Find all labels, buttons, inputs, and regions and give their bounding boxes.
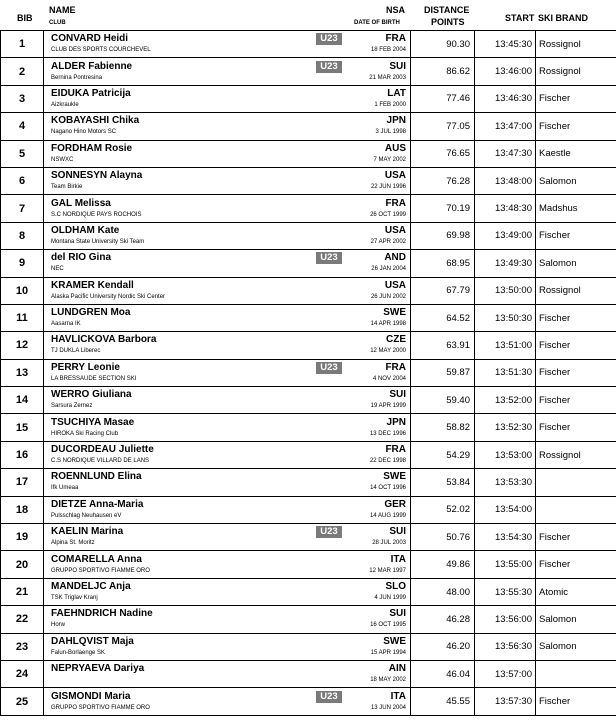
start-time: 13:46:00 <box>475 58 536 85</box>
date-of-birth: 13 JUN 2004 <box>370 704 406 711</box>
ski-brand: Fischer <box>536 688 616 715</box>
nation-code: USA <box>384 224 406 236</box>
athlete-name: EIDUKA Patricija <box>51 87 131 99</box>
distance-points: 86.62 <box>411 58 475 85</box>
athlete-name: DIETZE Anna-Maria <box>51 498 144 510</box>
athlete-club: Team Birkie <box>51 184 83 191</box>
athlete-cell <box>44 688 411 715</box>
athlete-club: Alaska Pacific University Nordic Ski Center <box>51 293 166 300</box>
nation-code: SLO <box>385 581 406 592</box>
date-of-birth: 16 OCT 1995 <box>370 622 406 629</box>
date-of-birth: 27 APR 2002 <box>370 238 406 245</box>
athlete-cell <box>44 387 411 414</box>
table-row <box>1 277 616 304</box>
distance-points: 76.65 <box>411 140 475 167</box>
date-of-birth: 12 MAY 2000 <box>370 348 406 355</box>
ski-brand: Fischer <box>536 387 616 414</box>
athlete-name: DAHLQVIST Maja <box>51 635 134 647</box>
athlete-club: NSWXC <box>51 156 74 163</box>
ski-brand <box>536 496 616 523</box>
athlete-club: NEC <box>51 266 64 273</box>
start-time: 13:56:00 <box>475 606 536 633</box>
table-row <box>1 167 616 194</box>
ski-brand: Salomon <box>536 167 616 194</box>
athlete-name: DUCORDEAU Juliette <box>51 444 154 456</box>
table-row <box>1 688 616 715</box>
athlete-cell <box>44 85 411 112</box>
athlete-cell <box>44 441 411 468</box>
distance-points: 76.28 <box>411 167 475 194</box>
athlete-club: GRUPPO SPORTIVO FIAMME ORO <box>51 567 150 574</box>
athlete-name: CONVARD Heidi <box>51 33 129 45</box>
ski-brand: Fischer <box>536 551 616 578</box>
athlete-cell <box>44 469 411 496</box>
athlete-cell <box>44 167 411 194</box>
bib-number: 8 <box>1 222 44 249</box>
distance-points: 70.19 <box>411 195 475 222</box>
start-time: 13:48:30 <box>475 195 536 222</box>
distance-points: 46.28 <box>411 606 475 633</box>
distance-points: 54.29 <box>411 441 475 468</box>
nation-code: SUI <box>389 389 406 401</box>
start-time: 13:51:00 <box>475 332 536 359</box>
header-points: POINTS <box>431 17 465 27</box>
distance-points: 46.20 <box>411 633 475 660</box>
athlete-cell <box>44 578 411 605</box>
athlete-cell <box>44 222 411 249</box>
bib-number: 14 <box>1 387 44 414</box>
distance-points: 67.79 <box>411 277 475 304</box>
date-of-birth: 26 OCT 1999 <box>370 211 406 218</box>
start-time: 13:54:30 <box>475 524 536 551</box>
athlete-club: LA BRESSAUDE SECTION SKI <box>51 375 137 382</box>
table-row <box>1 414 616 441</box>
table-row <box>1 222 616 249</box>
table-row <box>1 31 616 58</box>
date-of-birth: 4 JUN 1999 <box>374 595 406 601</box>
nation-code: SUI <box>389 608 406 620</box>
athlete-club: GRUPPO SPORTIVO FIAMME ORO <box>51 704 150 711</box>
athlete-name: HAVLICKOVA Barbora <box>51 334 157 346</box>
date-of-birth: 14 APR 1998 <box>370 321 406 328</box>
date-of-birth: 18 FEB 2004 <box>370 47 406 54</box>
date-of-birth: 13 DEC 1996 <box>369 430 406 437</box>
header-bib: BIB <box>17 13 33 23</box>
distance-points: 90.30 <box>411 31 475 58</box>
header-ski-brand: SKI BRAND <box>538 13 589 23</box>
ski-brand <box>536 469 616 496</box>
athlete-cell <box>44 524 411 551</box>
ski-brand: Fischer <box>536 414 616 441</box>
nation-code: JPN <box>386 416 406 428</box>
ski-brand: Salomon <box>536 606 616 633</box>
bib-number: 21 <box>1 578 44 605</box>
header-dob: DATE OF BIRTH <box>354 20 400 26</box>
athlete-club: Alpina St. Moritz <box>51 540 95 547</box>
u23-badge: U23 <box>316 33 342 45</box>
distance-points: 77.05 <box>411 113 475 140</box>
athlete-name: TSUCHIYA Masae <box>51 416 135 428</box>
distance-points: 50.76 <box>411 524 475 551</box>
athlete-club: S.C NORDIQUE PAYS ROCHOIS <box>51 211 142 218</box>
bib-number: 16 <box>1 441 44 468</box>
athlete-name: ROENNLUND Elina <box>51 471 142 483</box>
header-start: START <box>505 13 535 23</box>
table-row <box>1 195 616 222</box>
distance-points: 49.86 <box>411 551 475 578</box>
start-time: 13:52:00 <box>475 387 536 414</box>
athlete-name: PERRY Leonie <box>51 361 120 373</box>
distance-points: 58.82 <box>411 414 475 441</box>
ski-brand: Fischer <box>536 85 616 112</box>
athlete-cell <box>44 660 411 687</box>
distance-points: 77.46 <box>411 85 475 112</box>
distance-points: 68.95 <box>411 250 475 277</box>
ski-brand: Fischer <box>536 304 616 331</box>
athlete-cell <box>44 496 411 523</box>
athlete-cell <box>44 633 411 660</box>
distance-points: 64.52 <box>411 304 475 331</box>
table-row <box>1 524 616 551</box>
table-row <box>1 551 616 578</box>
date-of-birth: 22 JUN 1996 <box>370 184 406 191</box>
athlete-name: KRAMER Kendall <box>51 279 134 291</box>
ski-brand: Rossignol <box>536 277 616 304</box>
nation-code: USA <box>384 170 406 182</box>
athlete-name: del RIO Gina <box>51 252 112 264</box>
bib-number: 9 <box>1 250 44 277</box>
ski-brand: Rossignol <box>536 31 616 58</box>
athlete-club: Pulsschlag Neuhausen eV <box>51 512 122 519</box>
athlete-cell <box>44 277 411 304</box>
bib-number: 1 <box>1 31 44 58</box>
athlete-club: Aasarna IK <box>51 321 81 328</box>
bib-number: 18 <box>1 496 44 523</box>
bib-number: 3 <box>1 85 44 112</box>
date-of-birth: 7 MAY 2002 <box>373 156 406 163</box>
ski-brand: Madshus <box>536 195 616 222</box>
u23-badge: U23 <box>316 691 342 703</box>
bib-number: 20 <box>1 551 44 578</box>
table-row <box>1 606 616 633</box>
athlete-name: FAEHNDRICH Nadine <box>51 608 153 620</box>
athlete-cell <box>44 551 411 578</box>
start-time: 13:47:00 <box>475 113 536 140</box>
nation-code: USA <box>384 279 406 291</box>
bib-number: 6 <box>1 167 44 194</box>
nation-code: FRA <box>385 361 406 373</box>
nation-code: FRA <box>385 33 406 45</box>
table-row <box>1 578 616 605</box>
bib-number: 17 <box>1 469 44 496</box>
athlete-club: TSK Triglav Kranj <box>51 595 98 601</box>
athlete-club: Bernina Pontresina <box>51 74 103 81</box>
athlete-cell <box>44 113 411 140</box>
athlete-cell <box>44 195 411 222</box>
date-of-birth: 3 JUL 1998 <box>375 129 406 136</box>
table-row <box>1 250 616 277</box>
bib-number: 4 <box>1 113 44 140</box>
athlete-cell <box>44 58 411 85</box>
table-row <box>1 633 616 660</box>
distance-points: 59.87 <box>411 359 475 386</box>
distance-points: 63.91 <box>411 332 475 359</box>
start-time: 13:49:00 <box>475 222 536 249</box>
results-table <box>0 30 616 716</box>
athlete-club: Ifk Umeaa <box>51 485 79 492</box>
bib-number: 24 <box>1 660 44 687</box>
athlete-cell <box>44 250 411 277</box>
athlete-club: Sarsura Zernez <box>51 403 93 410</box>
ski-brand: Rossignol <box>536 58 616 85</box>
ski-brand: Fischer <box>536 113 616 140</box>
start-time: 13:48:00 <box>475 167 536 194</box>
date-of-birth: 18 MAY 2002 <box>370 677 406 684</box>
bib-number: 12 <box>1 332 44 359</box>
nation-code: FRA <box>385 444 406 456</box>
athlete-name: COMARELLA Anna <box>51 553 142 565</box>
start-time: 13:53:00 <box>475 441 536 468</box>
athlete-name: GAL Melissa <box>51 197 111 209</box>
date-of-birth: 15 APR 1994 <box>370 649 406 656</box>
date-of-birth: 1 FEB 2000 <box>374 101 406 108</box>
header-club: CLUB <box>49 20 66 26</box>
header-name: NAME <box>49 5 76 15</box>
athlete-cell <box>44 31 411 58</box>
bib-number: 25 <box>1 688 44 715</box>
bib-number: 23 <box>1 633 44 660</box>
athlete-name: MANDELJC Anja <box>51 581 131 592</box>
nation-code: CZE <box>386 334 406 346</box>
bib-number: 10 <box>1 277 44 304</box>
bib-number: 2 <box>1 58 44 85</box>
distance-points: 45.55 <box>411 688 475 715</box>
nation-code: JPN <box>386 115 406 127</box>
athlete-name: ALDER Fabienne <box>51 60 133 72</box>
table-row <box>1 660 616 687</box>
table-row <box>1 113 616 140</box>
nation-code: FRA <box>385 197 406 209</box>
bib-number: 5 <box>1 140 44 167</box>
ski-brand: Salomon <box>536 633 616 660</box>
nation-code: AUS <box>384 142 406 154</box>
start-time: 13:49:30 <box>475 250 536 277</box>
athlete-club: HIROKA Ski Racing Club <box>51 430 119 437</box>
start-time: 13:50:00 <box>475 277 536 304</box>
table-row <box>1 496 616 523</box>
date-of-birth: 12 MAR 1997 <box>369 567 406 574</box>
u23-badge: U23 <box>316 61 342 73</box>
athlete-club: C.S NORDIQUE VILLARD DE LANS <box>51 458 150 465</box>
header-nsa: NSA <box>386 5 406 15</box>
athlete-name: SONNESYN Alayna <box>51 170 143 182</box>
date-of-birth: 28 JUL 2003 <box>372 540 406 547</box>
athlete-cell <box>44 304 411 331</box>
table-row <box>1 441 616 468</box>
nation-code: SWE <box>383 471 406 483</box>
date-of-birth: 22 DEC 1998 <box>369 458 406 465</box>
athlete-name: NEPRYAEVA Dariya <box>51 663 145 675</box>
ski-brand: Fischer <box>536 359 616 386</box>
date-of-birth: 26 JAN 2004 <box>371 266 406 273</box>
header-distance: DISTANCE <box>424 5 470 15</box>
bib-number: 15 <box>1 414 44 441</box>
athlete-cell <box>44 414 411 441</box>
nation-code: GER <box>384 498 406 510</box>
date-of-birth: 14 AUG 1999 <box>369 512 406 519</box>
athlete-name: FORDHAM Rosie <box>51 142 133 154</box>
table-header <box>0 0 616 29</box>
nation-code: SUI <box>389 526 406 538</box>
start-time: 13:56:30 <box>475 633 536 660</box>
ski-brand: Fischer <box>536 524 616 551</box>
distance-points: 48.00 <box>411 578 475 605</box>
start-time: 13:55:00 <box>475 551 536 578</box>
ski-brand: Salomon <box>536 250 616 277</box>
athlete-club: Aizkraukle <box>51 101 79 108</box>
start-time: 13:54:00 <box>475 496 536 523</box>
bib-number: 19 <box>1 524 44 551</box>
start-time: 13:45:30 <box>475 31 536 58</box>
athlete-name: OLDHAM Kate <box>51 224 120 236</box>
ski-brand: Fischer <box>536 332 616 359</box>
athlete-club: TJ DUKLA Liberec <box>51 348 101 355</box>
nation-code: ITA <box>390 690 406 702</box>
u23-badge: U23 <box>316 362 342 374</box>
start-time: 13:53:30 <box>475 469 536 496</box>
athlete-name: KOBAYASHI Chika <box>51 115 140 127</box>
athlete-club: CLUB DES SPORTS COURCHEVEL <box>51 47 151 54</box>
table-row <box>1 359 616 386</box>
start-time: 13:47:30 <box>475 140 536 167</box>
nation-code: AND <box>384 252 406 264</box>
athlete-cell <box>44 606 411 633</box>
date-of-birth: 26 JUN 2002 <box>370 293 406 300</box>
start-time: 13:55:30 <box>475 578 536 605</box>
table-row <box>1 332 616 359</box>
table-row <box>1 304 616 331</box>
ski-brand: Fischer <box>536 222 616 249</box>
start-time: 13:57:00 <box>475 660 536 687</box>
distance-points: 52.02 <box>411 496 475 523</box>
ski-brand <box>536 660 616 687</box>
table-row <box>1 140 616 167</box>
athlete-club: Nagano Hino Motors SC <box>51 129 117 136</box>
bib-number: 11 <box>1 304 44 331</box>
u23-badge: U23 <box>316 526 342 538</box>
table-row <box>1 387 616 414</box>
start-time: 13:52:30 <box>475 414 536 441</box>
nation-code: ITA <box>390 553 406 565</box>
athlete-name: KAELIN Marina <box>51 526 124 538</box>
start-time: 13:46:30 <box>475 85 536 112</box>
date-of-birth: 21 MAR 2003 <box>369 74 406 81</box>
athlete-name: LUNDGREN Moa <box>51 307 131 319</box>
ski-brand: Kaestle <box>536 140 616 167</box>
distance-points: 53.84 <box>411 469 475 496</box>
date-of-birth: 19 APR 1999 <box>370 403 406 410</box>
athlete-name: GISMONDI Maria <box>51 690 131 702</box>
start-time: 13:51:30 <box>475 359 536 386</box>
nation-code: AIN <box>388 663 406 675</box>
nation-code: SWE <box>383 307 406 319</box>
athlete-cell <box>44 332 411 359</box>
nation-code: LAT <box>387 87 406 99</box>
date-of-birth: 14 OCT 1996 <box>370 485 406 492</box>
nation-code: SWE <box>383 635 406 647</box>
start-time: 13:57:30 <box>475 688 536 715</box>
bib-number: 22 <box>1 606 44 633</box>
ski-brand: Atomic <box>536 578 616 605</box>
distance-points: 69.98 <box>411 222 475 249</box>
athlete-name: WERRO Giuliana <box>51 389 132 401</box>
u23-badge: U23 <box>316 252 342 264</box>
bib-number: 7 <box>1 195 44 222</box>
bib-number: 13 <box>1 359 44 386</box>
ski-brand: Rossignol <box>536 441 616 468</box>
distance-points: 59.40 <box>411 387 475 414</box>
athlete-club: Montana State University Ski Team <box>51 238 145 245</box>
start-time: 13:50:30 <box>475 304 536 331</box>
date-of-birth: 4 NOV 2004 <box>372 375 406 382</box>
table-row <box>1 85 616 112</box>
distance-points: 46.04 <box>411 660 475 687</box>
athlete-cell <box>44 140 411 167</box>
athlete-club: Falun-Borlaenge SK <box>51 649 106 656</box>
table-row <box>1 58 616 85</box>
table-row <box>1 469 616 496</box>
athlete-cell <box>44 359 411 386</box>
athlete-club: Horw <box>51 622 66 629</box>
nation-code: SUI <box>389 60 406 72</box>
